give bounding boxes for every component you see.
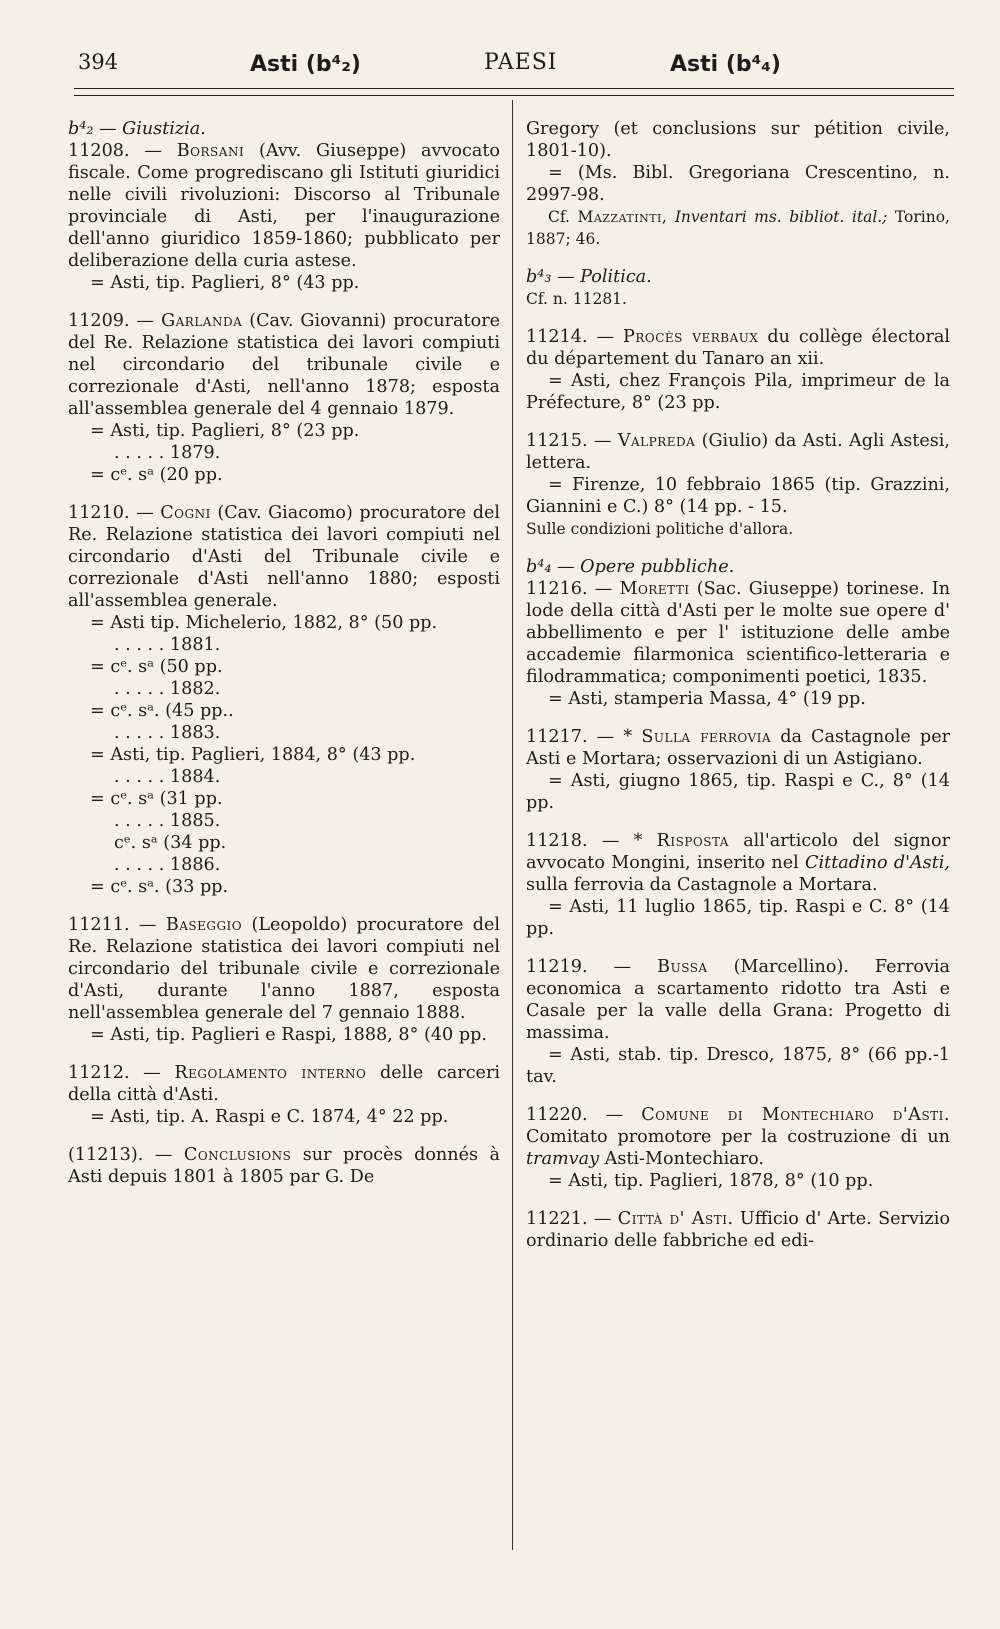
edition-imprint: = cᵉ. sᵃ (20 pp. [90,465,223,485]
entry-imprint: = Asti, tip. A. Raspi e C. 1874, 4° 22 pp. [90,1107,449,1127]
edition-imprint: cᵉ. sᵃ (34 pp. [114,833,227,853]
entry-imprint: = Firenze, 10 febbraio 1865 (tip. Grazzini, Giannini e C.) 8° (14 pp. - 15. [526,475,950,517]
entry-imprint: = Asti, 11 luglio 1865, tip. Raspi e C. 8° (14 pp. [526,897,950,939]
entry-text: 11216. — Moretti (Sac. Giuseppe) torinese. In lode della città d'Asti per le molte sue opere d' abbellimento e per l' istituzione delle ambe accademie filarmonica scientifico-letteraria e filodrammatica; componimenti poetici, 1835. [526,579,951,687]
entry-11218 [526,830,950,940]
entry-text: 11208. — Borsani (Avv. Giuseppe) avvocato fiscale. Come progrediscano gli Istituti giuridici nelle civili rivoluzioni: Discorso al Tribunale provinciale di Asti, per l'inaugurazione dell'anno giuridico 1859-1860; pubblicato per deliberazione della curia astese. [68,141,501,271]
edition-imprint: = cᵉ. sᵃ (50 pp. [90,657,223,677]
edition-line: . . . . . 1884. [114,767,221,787]
entry-11208 [68,140,500,294]
edition-imprint: = cᵉ. sᵃ. (33 pp. [90,877,229,897]
entry-text: 11209. — Garlanda (Cav. Giovanni) procuratore del Re. Relazione statistica dei lavori compiuti nel circondario del tribunale civile e correzionale d'Asti, nell'anno 1878; esposta all'assemblea generale del 4 gennaio 1879. [68,311,501,419]
entry-imprint: = Asti, stab. tip. Dresco, 1875, 8° (66 pp.-1 tav. [526,1045,950,1087]
entry-author: Baseggio [165,915,243,935]
edition-line: . . . . . 1885. [114,811,221,831]
entry-text: 11214. — Procès verbaux du collège électoral du département du Tanaro an xii. [526,327,951,369]
entry-author: Moretti [619,579,690,599]
entry-author: Valpreda [617,431,696,451]
entry-11213-continued [526,118,950,250]
entry-text: 11219. — Bussa (Marcellino). Ferrovia economica a scartamento ridotto tra Asti e Casale per la valle della Grana: Progetto di massima. [526,957,951,1043]
entry-imprint: = Asti, stamperia Massa, 4° (19 pp. [548,689,866,709]
entry-imprint: = Asti tip. Michelerio, 1882, 8° (50 pp. [90,613,438,633]
entry-author: Sulla ferrovia [641,727,772,747]
entry-text: (11213). — Conclusions sur procès donnés à Asti depuis 1801 à 1805 par G. De [68,1145,500,1187]
entry-11216 [526,578,950,710]
section-heading-politica: b⁴₃ — Politica. [526,267,652,287]
entry-text: 11215. — Valpreda (Giulio) da Asti. Agli Astesi, lettera. [526,431,950,473]
entry-author: Garlanda [161,311,243,331]
entry-11209 [68,310,500,486]
entry-text: 11210. — Cogni (Cav. Giacomo) procuratore del Re. Relazione statistica dei lavori compiuti nel circondario d'Asti del Tribunale civile e correzionale d'Asti nell'anno 1880; esposti all'assemblea generale. [68,503,501,611]
edition-line: . . . . . 1882. [114,679,221,699]
right-column [526,118,950,1268]
edition-imprint: = cᵉ. sᵃ. (45 pp.. [90,701,234,721]
center-running-head: PAESI [484,50,558,75]
entry-text: 11220. — Comune di Montechiaro d'Asti. Comitato promotore per la costruzione di un tramvay Asti-Montechiaro. [526,1105,951,1169]
right-running-head: Asti (b⁴₄) [670,52,781,77]
left-column [68,118,500,1204]
entry-author: Risposta [656,831,729,851]
entry-11210 [68,502,500,898]
edition-line: . . . . . 1879. [114,443,221,463]
left-running-head: Asti (b⁴₂) [250,52,361,77]
entry-11215 [526,430,950,540]
entry-author: Città d' Asti. [617,1209,734,1229]
entry-author: Conclusions [183,1145,292,1165]
entry-text: 11218. — * Risposta all'articolo del signor avvocato Mongini, inserito nel Cittadino d'Asti, sulla ferrovia da Castagnole a Mortara. [526,831,951,895]
entry-11221 [526,1208,950,1252]
entry-imprint: = Asti, tip. Paglieri, 8° (23 pp. [90,421,360,441]
entry-imprint: = Asti, tip. Paglieri e Raspi, 1888, 8° (40 pp. [90,1025,487,1045]
entry-author: Bussa [657,957,708,977]
edition-line: . . . . . 1881. [114,635,221,655]
entry-text: 11212. — Regolamento interno delle carceri della città d'Asti. [68,1063,500,1105]
entry-11212 [68,1062,500,1128]
entry-imprint: = Asti, chez François Pila, imprimeur de la Préfecture, 8° (23 pp. [526,371,950,413]
entry-author: Comune di Montechiaro d'Asti. [641,1105,951,1125]
edition-imprint: = cᵉ. sᵃ (31 pp. [90,789,223,809]
entry-11220 [526,1104,950,1192]
entry-text: Gregory (et conclusions sur pétition civile, 1801-10). [526,119,950,161]
entry-11211 [68,914,500,1046]
section-heading-opere-pubbliche: b⁴₄ — Opere pubbliche. [526,557,735,577]
entry-imprint: = Asti, giugno 1865, tip. Raspi e C., 8° (14 pp. [526,771,950,813]
entry-text: 11211. — Baseggio (Leopoldo) procuratore del Re. Relazione statistica dei lavori compiuti nel circondario del tribunale civile e correzionale d'Asti, durante l'anno 1887, esposta nell'assemblea generale del 7 gennaio 1888. [68,915,501,1023]
section-heading-giustizia: b⁴₂ — Giustizia. [68,119,206,139]
entry-author: Cogni [160,503,211,523]
edition-line: . . . . . 1886. [114,855,221,875]
column-divider [512,100,513,1550]
entry-11217 [526,726,950,814]
entry-author: Procès verbaux [623,327,759,347]
entry-11214 [526,326,950,414]
entry-author: Borsani [176,141,245,161]
entry-text: 11221. — Città d' Asti. Ufficio d' Arte. Servizio ordinario delle fabbriche ed edi- [526,1209,951,1251]
entry-imprint: = (Ms. Bibl. Gregoriana Crescentino, n. 2997-98. [526,163,950,205]
cross-reference: Cf. n. 11281. [526,290,627,308]
entry-author: Regolamento interno [174,1063,367,1083]
edition-imprint: = Asti, tip. Paglieri, 1884, 8° (43 pp. [90,745,416,765]
entry-11219 [526,956,950,1088]
entry-11213 [68,1144,500,1188]
entry-note: Sulle condizioni politiche d'allora. [526,520,794,538]
entry-imprint: = Asti, tip. Paglieri, 1878, 8° (10 pp. [548,1171,874,1191]
edition-line: . . . . . 1883. [114,723,221,743]
header-rule [74,88,954,89]
header-rule-thin [74,95,954,96]
running-header [72,44,952,84]
entry-imprint: = Asti, tip. Paglieri, 8° (43 pp. [90,273,360,293]
page-number: 394 [78,50,119,74]
entry-text: 11217. — * Sulla ferrovia da Castagnole per Asti e Mortara; osservazioni di un Astigiano. [526,727,951,769]
cross-reference: Cf. Mazzatinti, Inventari ms. bibliot. ital.; Torino, 1887; 46. [526,208,950,248]
